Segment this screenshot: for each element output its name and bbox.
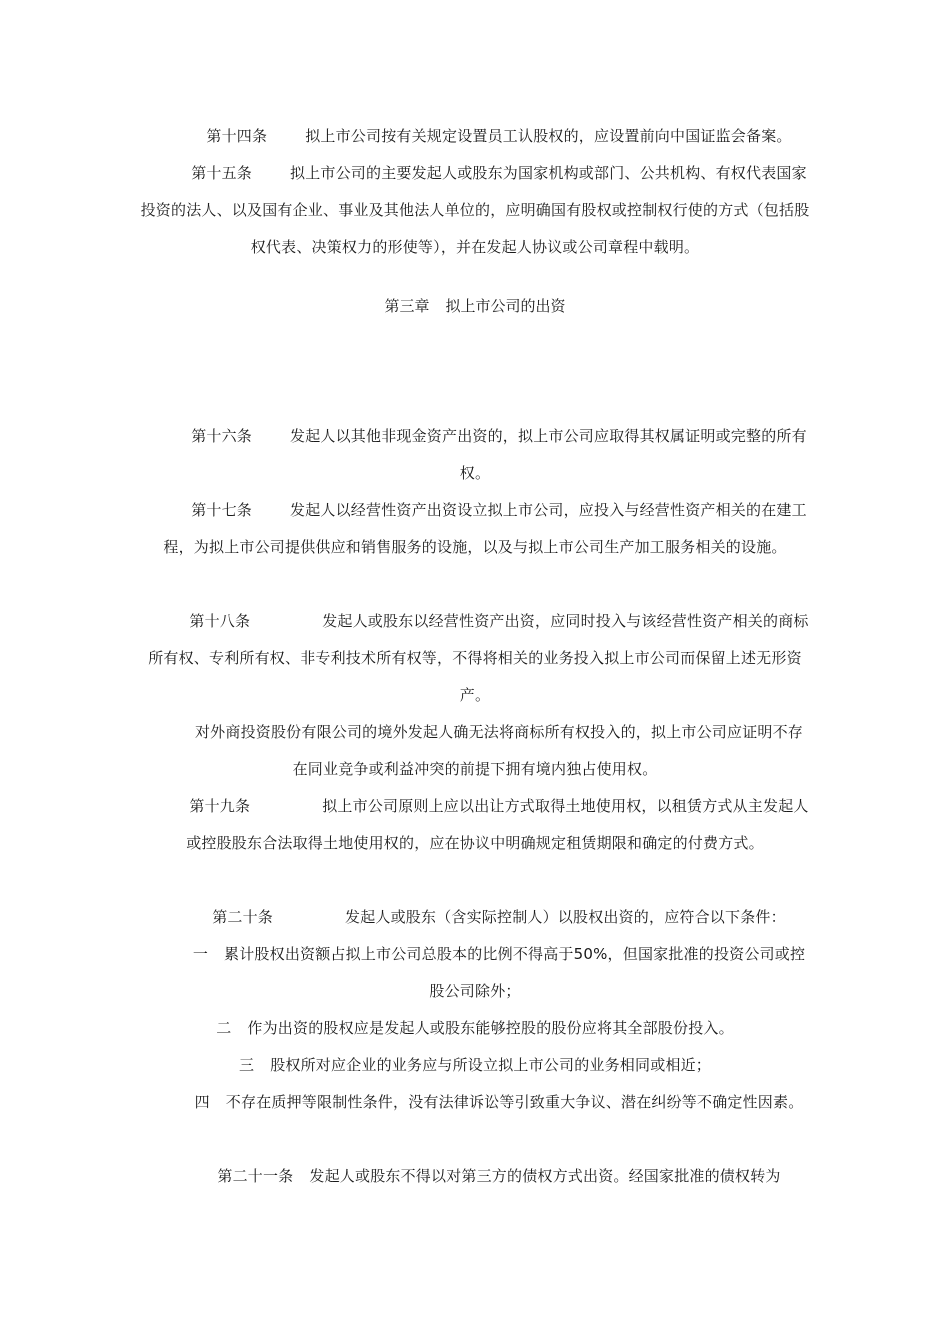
article-text: 发起人以经营性资产出资设立拟上市公司，应投入与经营性资产相关的在建工程，为拟上市公司提供供应和销售服务的设施，以及与拟上市公司生产加工服务相关的设施。: [163, 501, 807, 556]
article-number: 第二十一条: [217, 1167, 294, 1185]
condition-3: [140, 1047, 810, 1084]
condition-2: [140, 1010, 810, 1047]
article-number: 第十六条: [191, 427, 252, 445]
article-text: 对外商投资股份有限公司的境外发起人确无法将商标所有权投入的，拟上市公司应证明不存在同业竞争或利益冲突的前提下拥有境内独占使用权。: [194, 723, 803, 778]
article-14: [140, 118, 810, 155]
condition-number: 三: [238, 1056, 255, 1074]
article-number: 第十四条: [206, 127, 268, 145]
article-number: 第十七条: [191, 501, 252, 519]
article-18-supplement: [140, 714, 810, 788]
condition-text: 股权所对应企业的业务应与所设立拟上市公司的业务相同或相近；: [270, 1056, 711, 1074]
article-text: 拟上市公司按有关规定设置员工认股权的，应设置前向中国证监会备案。: [305, 127, 792, 145]
article-15: [140, 155, 810, 266]
chapter-title: 拟上市公司的出资: [445, 297, 566, 315]
article-17: [140, 492, 810, 566]
article-20: [140, 899, 810, 936]
condition-4: [140, 1084, 810, 1121]
condition-text: 作为出资的股权应是发起人或股东能够控股的股份应将其全部股份投入。: [247, 1019, 734, 1037]
article-21: [140, 1158, 810, 1195]
article-text: 拟上市公司原则上应以出让方式取得土地使用权，以租赁方式从主发起人或控股股东合法取得土地使用权的，应在协议中明确规定租赁期限和确定的付费方式。: [186, 797, 809, 852]
condition-number: 二: [216, 1019, 232, 1037]
article-number: 第二十条: [212, 908, 273, 926]
article-number: 第十九条: [189, 797, 251, 815]
article-19: [140, 788, 810, 862]
article-text: 拟上市公司的主要发起人或股东为国家机构或部门、公共机构、有权代表国家投资的法人、以及国有企业、事业及其他法人单位的，应明确国有股权或控制权行使的方式（包括股权代表、决策权力的形使等），并在发起人协议或公司章程中载明。: [140, 164, 810, 256]
article-18: [140, 603, 810, 714]
chapter-number: 第三章: [384, 297, 430, 315]
article-number: 第十五条: [191, 164, 252, 182]
condition-number: 一: [192, 945, 209, 963]
article-text: 发起人或股东（含实际控制人）以股权出资的，应符合以下条件：: [345, 908, 786, 926]
article-16: [140, 418, 810, 492]
chapter-heading: [140, 288, 810, 325]
condition-text: 不存在质押等限制性条件，没有法律诉讼等引致重大争议、潜在纠纷等不确定性因素。: [225, 1093, 804, 1111]
article-text: 发起人或股东以经营性资产出资，应同时投入与该经营性资产相关的商标所有权、专利所有权、非专利技术所有权等，不得将相关的业务投入拟上市公司而保留上述无形资产。: [148, 612, 809, 704]
article-number: 第十八条: [189, 612, 251, 630]
article-text: 发起人以其他非现金资产出资的，拟上市公司应取得其权属证明或完整的所有权。: [290, 427, 807, 482]
article-text: 发起人或股东不得以对第三方的债权方式出资。经国家批准的债权转为: [309, 1167, 781, 1185]
condition-1: [140, 936, 810, 1010]
condition-text: 累计股权出资额占拟上市公司总股本的比例不得高于50%，但国家批准的投资公司或控股公司除外；: [224, 945, 806, 1000]
condition-number: 四: [194, 1093, 210, 1111]
